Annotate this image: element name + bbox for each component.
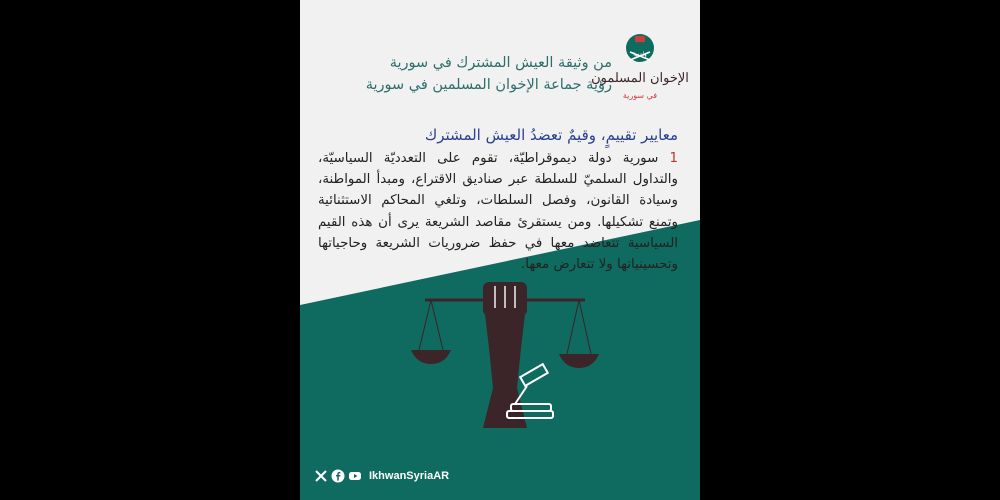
post-card <box>300 0 700 500</box>
svg-text:الإخوان المسلمون: الإخوان المسلمون <box>591 71 689 86</box>
svg-text:في سورية: في سورية <box>622 91 658 100</box>
x-icon[interactable] <box>314 469 328 483</box>
section-subheading: معايير تقييمٍ، وقيمٌ تعضدُ العيش المشترك <box>424 126 678 144</box>
body-paragraph <box>318 148 678 275</box>
item-number: 1 <box>669 151 678 166</box>
justice-fist-scales-illustration <box>405 278 605 428</box>
header-line-1: من وثيقة العيش المشترك في سورية <box>389 55 612 71</box>
youtube-icon[interactable] <box>348 469 362 483</box>
facebook-icon[interactable] <box>331 469 345 483</box>
header-line-2: رؤية جماعة الإخوان المسلمين في سورية <box>365 77 612 93</box>
svg-text:وأعدوا: وأعدوا <box>633 52 647 58</box>
organization-logo <box>591 30 689 110</box>
body-text: سورية دولة ديموقراطيّة، تقوم على التعدديّة السياسيّة، والتداول السلميّ للسلطة عبر صناديق الاقتراع، ومبدأ المواطنة، وسيادة القانون، وفصل السلطات، وتلغي المحاكم الاستثنائية وتمنع تشكيلها. ومن يستقرئ مقاصد الشريعة يرى أن هذه القيم السياسية تتعاضد معها في حفظ ضروريات الشريعة وحاجياتها وتحسينياتها ولا تتعارض معها. <box>318 151 678 273</box>
social-handle[interactable]: IkhwanSyriaAR <box>369 470 450 482</box>
header-titles <box>352 52 612 96</box>
social-footer <box>314 467 449 485</box>
